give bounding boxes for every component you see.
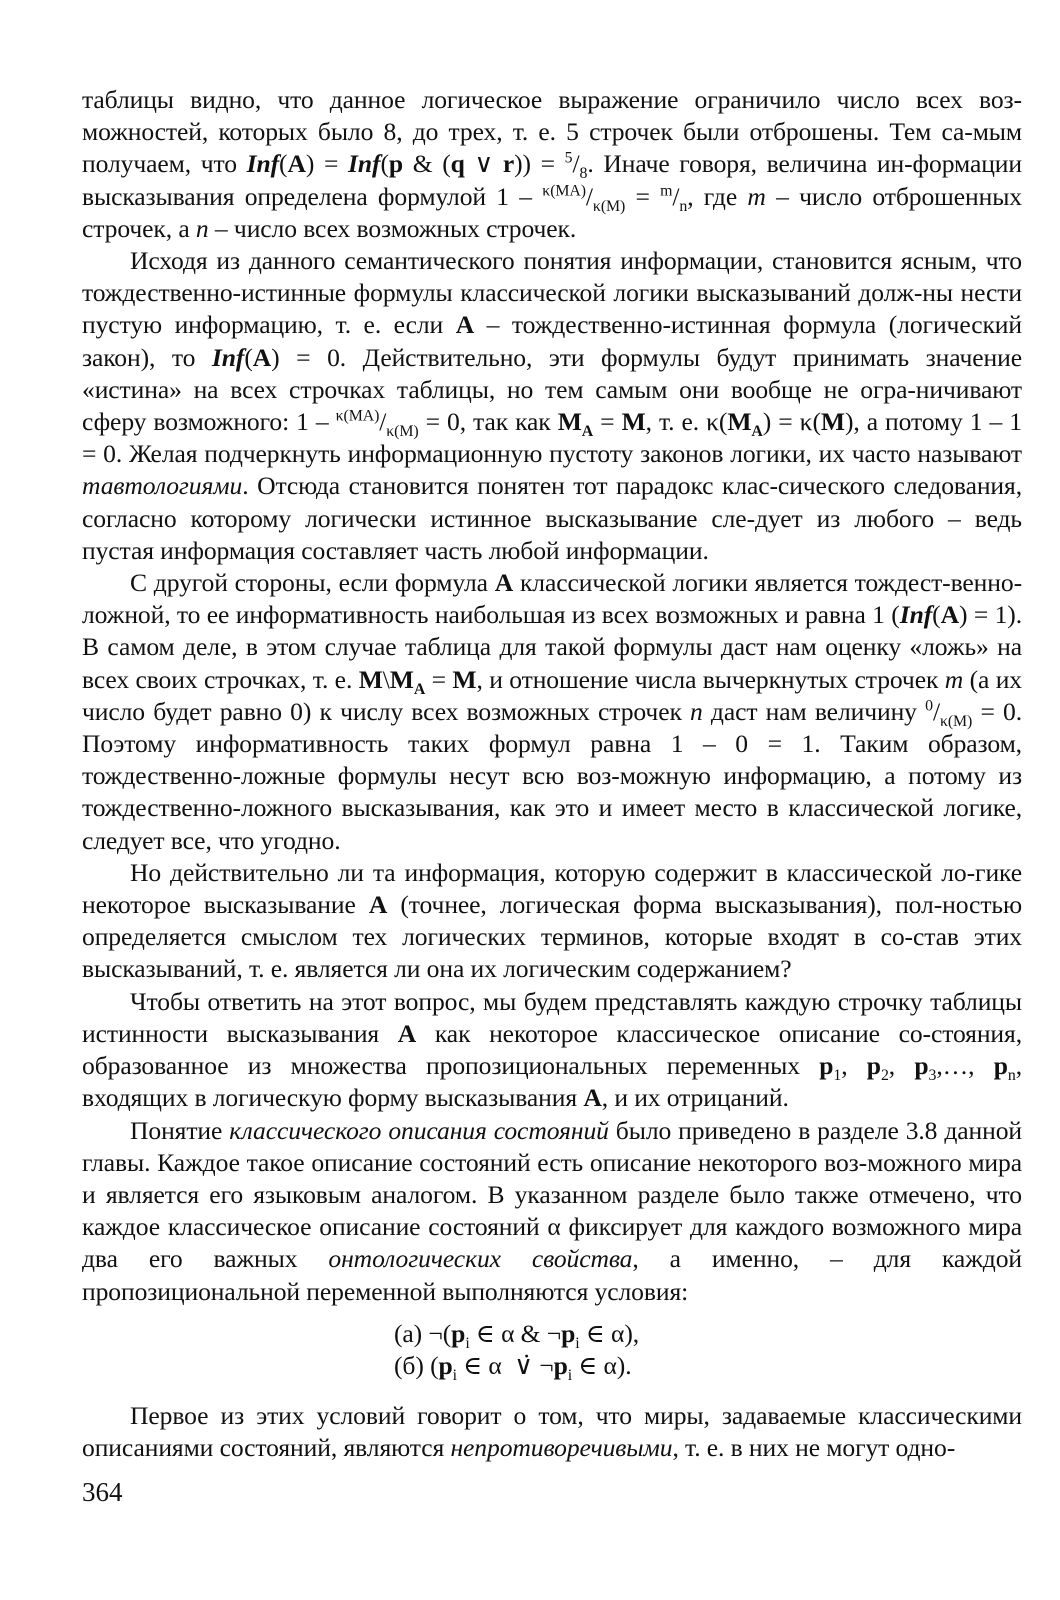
paragraph-7: Первое из этих условий говорит о том, что миры, задаваемые классическими описаниями состояний, являются непротиворечивыми, т. е. в них не могут одно- (82, 1401, 1022, 1463)
book-page-body (82, 84, 1022, 1465)
formula-condition-b: (б) ($p_i$ ∈ α ∨̇ $\neg p_i$ ∈ α). (394, 1350, 632, 1385)
paragraph-2: Исходя из данного семантического понятия информации, становится ясным, что тождественно-истинные формулы классической логики высказываний долж-ны нести пустую информацию, т. е. если A – тождественно-истинная формула (логический закон), то Inf(A) = 0. Действительно, эти формулы будут принимать значение «истина» на всех строчках таблицы, но тем самым они вообще не огра-ничивают сферу возможного: $1 - ^{\kappa(MA)}/_{\kappa(M)} = 0$, так как $M_A = M$, т. е. $\kappa(M_A) = \kappa(M)$, а потому 1 – 1 = 0. Желая подчеркнуть информационную пустоту законов логики, их часто называют тавтологиями. Отсюда становится понятен тот парадокс клас-сического следования, согласно которому логически истинное высказывание сле-дует из любого – ведь пустая информация составляет часть любой информации. (82, 246, 1023, 565)
paragraph-6: Понятие классического описания состояний было приведено в разделе 3.8 данной главы. Каждое такое описание состояний есть описание некоторого воз-можного мира и является его языковым аналогом. В указанном разделе было также отмечено, что каждое классическое описание состояний α фиксирует для каждого возможного мира два его важных онтологических свойства, а именно, – для каждой пропозициональной переменной выполняются условия: (82, 1115, 1022, 1306)
paragraph-3: С другой стороны, если формула A классической логики является тождест-венно-ложной, то ее информативность наибольшая из всех возможных и равна 1 (Inf(A) = 1). В самом деле, в этом случае таблица для такой формулы даст нам оценку «ложь» на всех своих строчках, т. е. $M\backslash M_A = M$, и отношение числа вычеркнутых строчек m (а их число будет равно 0) к числу всех возможных строчек n даст нам величину $^0/_{\kappa(M)} = 0$. Поэтому информативность таких формул равна 1 – 0 = 1. Таким образом, тождественно-ложные формулы несут всю воз-можную информацию, а потому из тождественно-ложного высказывания, как это и имеет место в классической логике, следует все, что угодно. (82, 568, 1023, 855)
paragraph-4: Но действительно ли та информация, которую содержит в классической ло-гике некоторое высказывание A (точнее, логическая форма высказывания), пол-ностью определяется смыслом тех логических терминов, которые входят в со-став этих высказываний, т. е. является ли она их логическим содержанием? (82, 857, 1022, 984)
formula-condition-a: (а) $\neg(p_i$ ∈ α & $\neg p_i$ ∈ α), (394, 1318, 640, 1352)
page-number: 364 (82, 1477, 123, 1507)
paragraph-5: Чтобы ответить на этот вопрос, мы будем представлять каждую строчку таблицы истинности высказывания A как некоторое классическое описание со-стояния, образованное из множества пропозициональных переменных $p_1$, $p_2$, $p_3,\dots$, $p_n$, входящих в логическую форму высказывания A, и их отрицаний. (82, 986, 1023, 1113)
paragraph-1: таблицы видно, что данное логическое выражение ограничило число всех воз-можностей, которых было 8, до трех, т. е. 5 строчек были отброшены. Тем са-мым получаем, что Inf(A) = Inf(p & (q ∨ $r)) = ^5/_8$. Иначе говоря, величина ин-формации высказывания определена формулой $1 - ^{\kappa(MA)}/_{\kappa(M)} = ^m/_n$, где m – число отброшенных строчек, а n – число всех возможных строчек. (82, 85, 1022, 243)
